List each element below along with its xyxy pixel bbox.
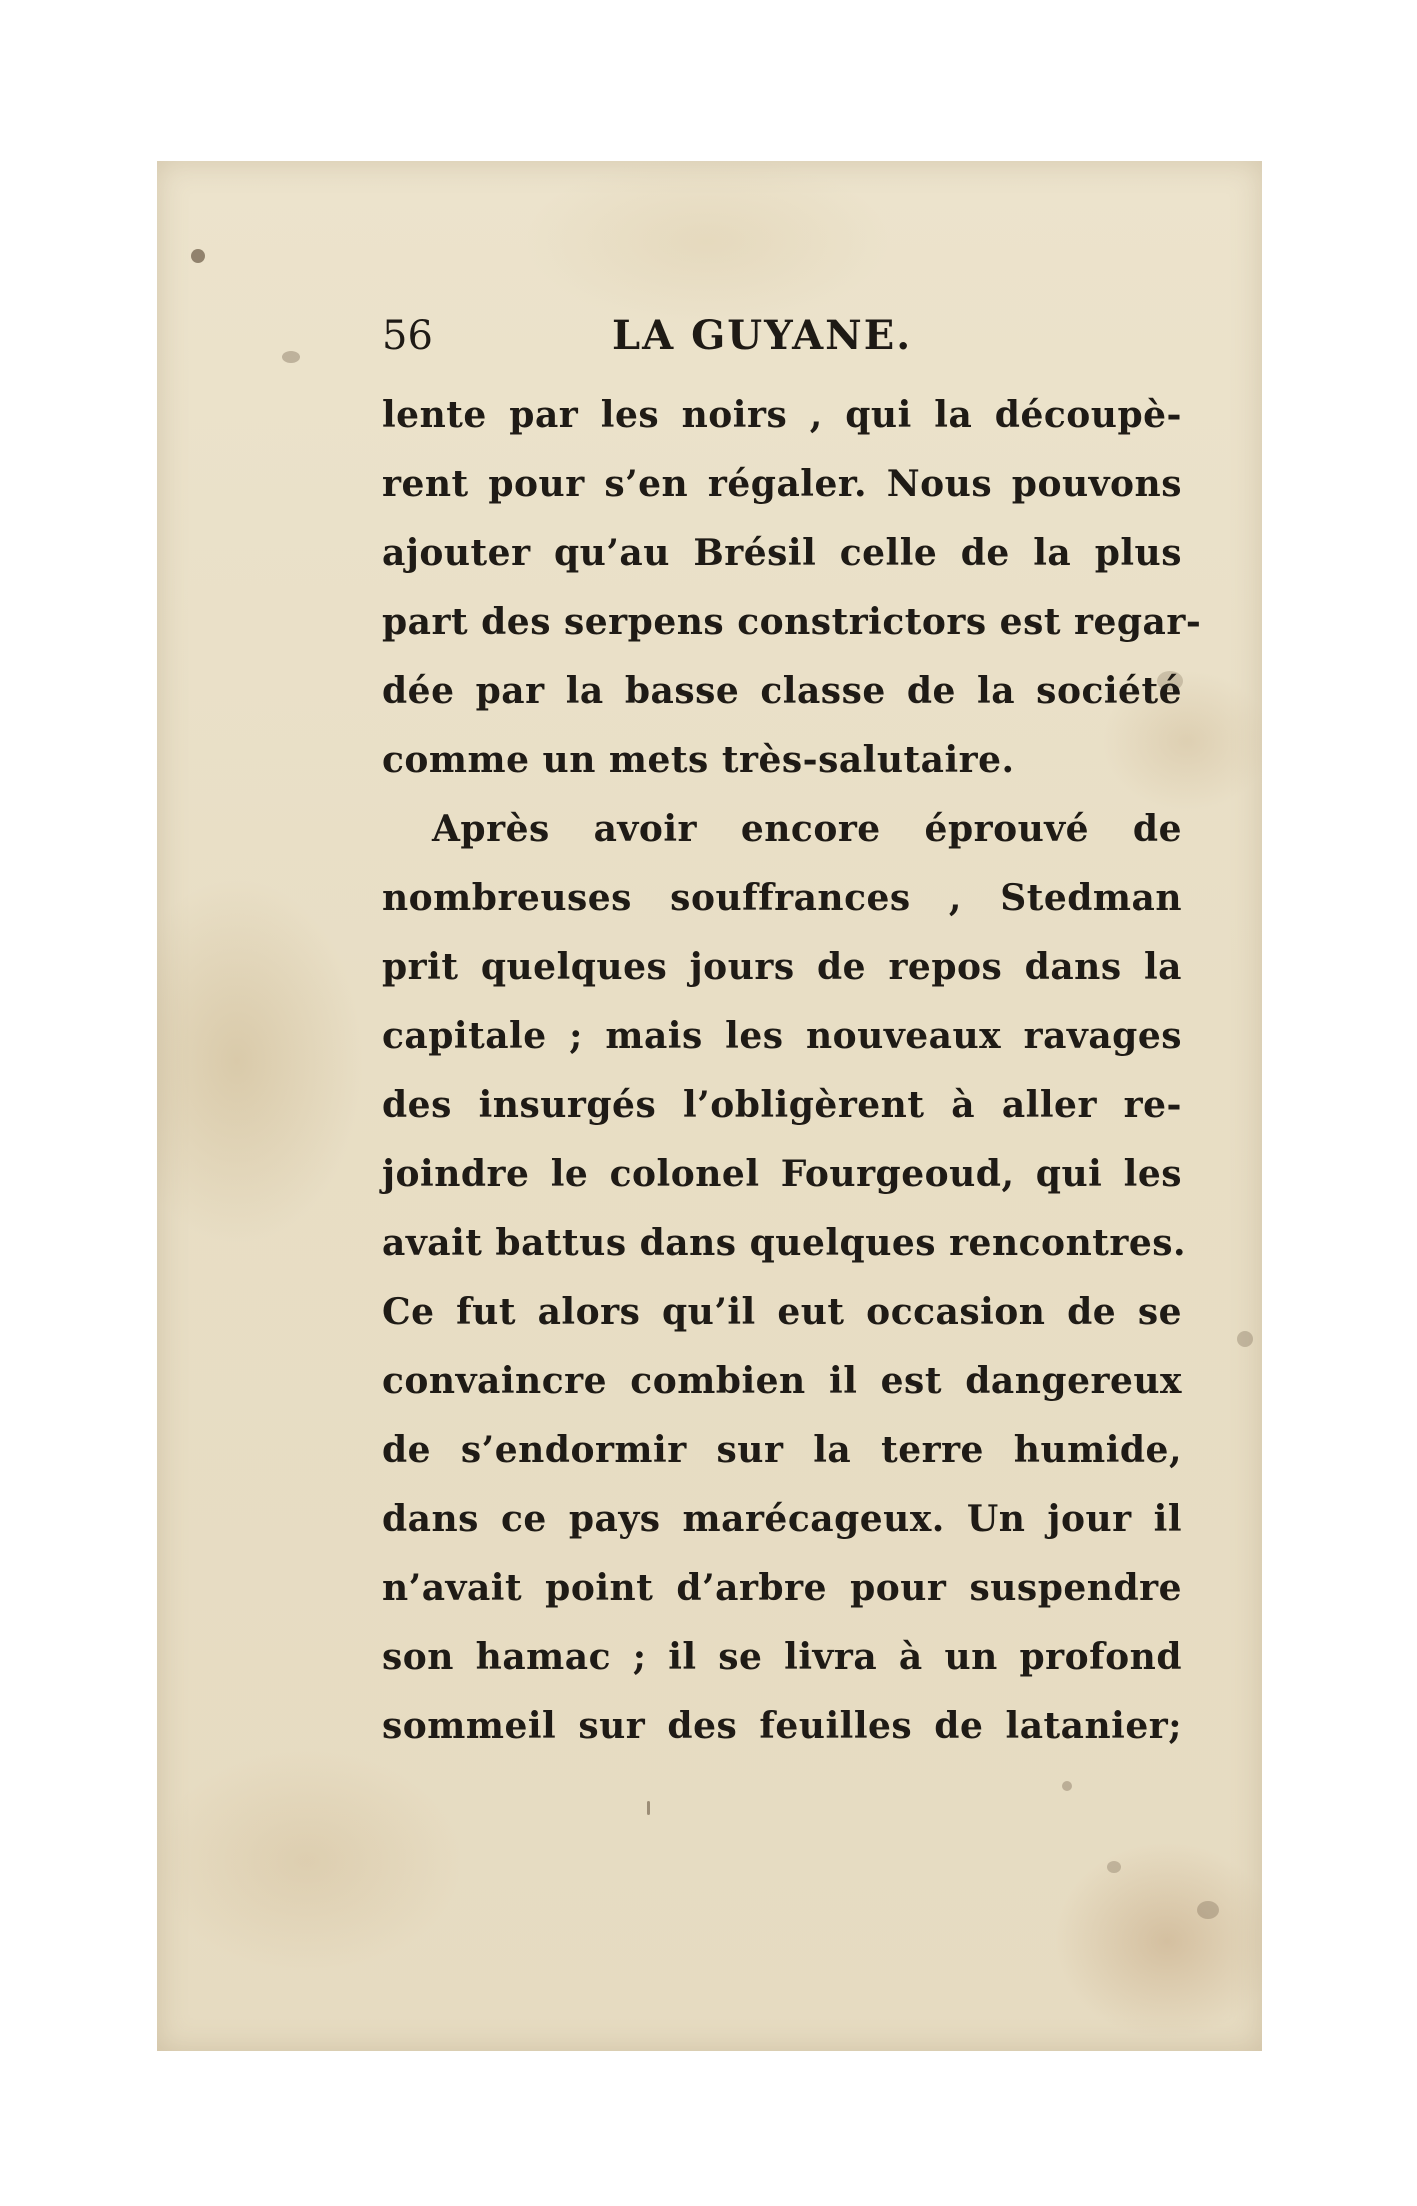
ink-spot — [1062, 1781, 1072, 1791]
text-line: de s’endormir sur la terre humide, — [382, 1429, 1182, 1471]
text-line: ajouter qu’au Brésil celle de la plus — [382, 532, 1182, 574]
text-line: avait battus dans quelques rencontres. — [382, 1222, 1187, 1264]
book-page — [157, 161, 1262, 2051]
text-line: convaincre combien il est dangereux — [382, 1360, 1182, 1402]
page-number: 56 — [382, 313, 433, 359]
text-line: des insurgés l’obligèrent à aller re- — [382, 1084, 1182, 1126]
text-line: dée par la basse classe de la société — [382, 670, 1182, 712]
ink-spot — [1107, 1861, 1121, 1873]
page-header — [382, 306, 1122, 366]
ink-spot — [282, 351, 300, 363]
text-line: sommeil sur des feuilles de latanier; — [382, 1705, 1182, 1747]
ink-spot — [1237, 1331, 1253, 1347]
ink-spot — [1197, 1901, 1219, 1919]
text-line: comme un mets très-salutaire. — [382, 739, 1015, 781]
text-line: Ce fut alors qu’il eut occasion de se — [382, 1291, 1182, 1333]
text-line: lente par les noirs , qui la découpè- — [382, 394, 1182, 436]
text-line: joindre le colonel Fourgeoud, qui les — [382, 1153, 1182, 1195]
text-line: rent pour s’en régaler. Nous pouvons — [382, 463, 1182, 505]
ink-spot — [647, 1801, 650, 1815]
ink-spot — [191, 249, 205, 263]
text-line: capitale ; mais les nouveaux ravages — [382, 1015, 1182, 1057]
running-head: LA GUYANE. — [612, 312, 913, 359]
text-line: n’avait point d’arbre pour suspendre — [382, 1567, 1182, 1609]
text-line: nombreuses souffrances , Stedman — [382, 877, 1182, 919]
text-line: Après avoir encore éprouvé de — [432, 808, 1182, 850]
text-line: part des serpens constrictors est regar- — [382, 601, 1202, 643]
text-line: dans ce pays marécageux. Un jour il — [382, 1498, 1182, 1540]
body-text — [382, 381, 1202, 1761]
text-line: prit quelques jours de repos dans la — [382, 946, 1182, 988]
text-line: son hamac ; il se livra à un profond — [382, 1636, 1182, 1678]
